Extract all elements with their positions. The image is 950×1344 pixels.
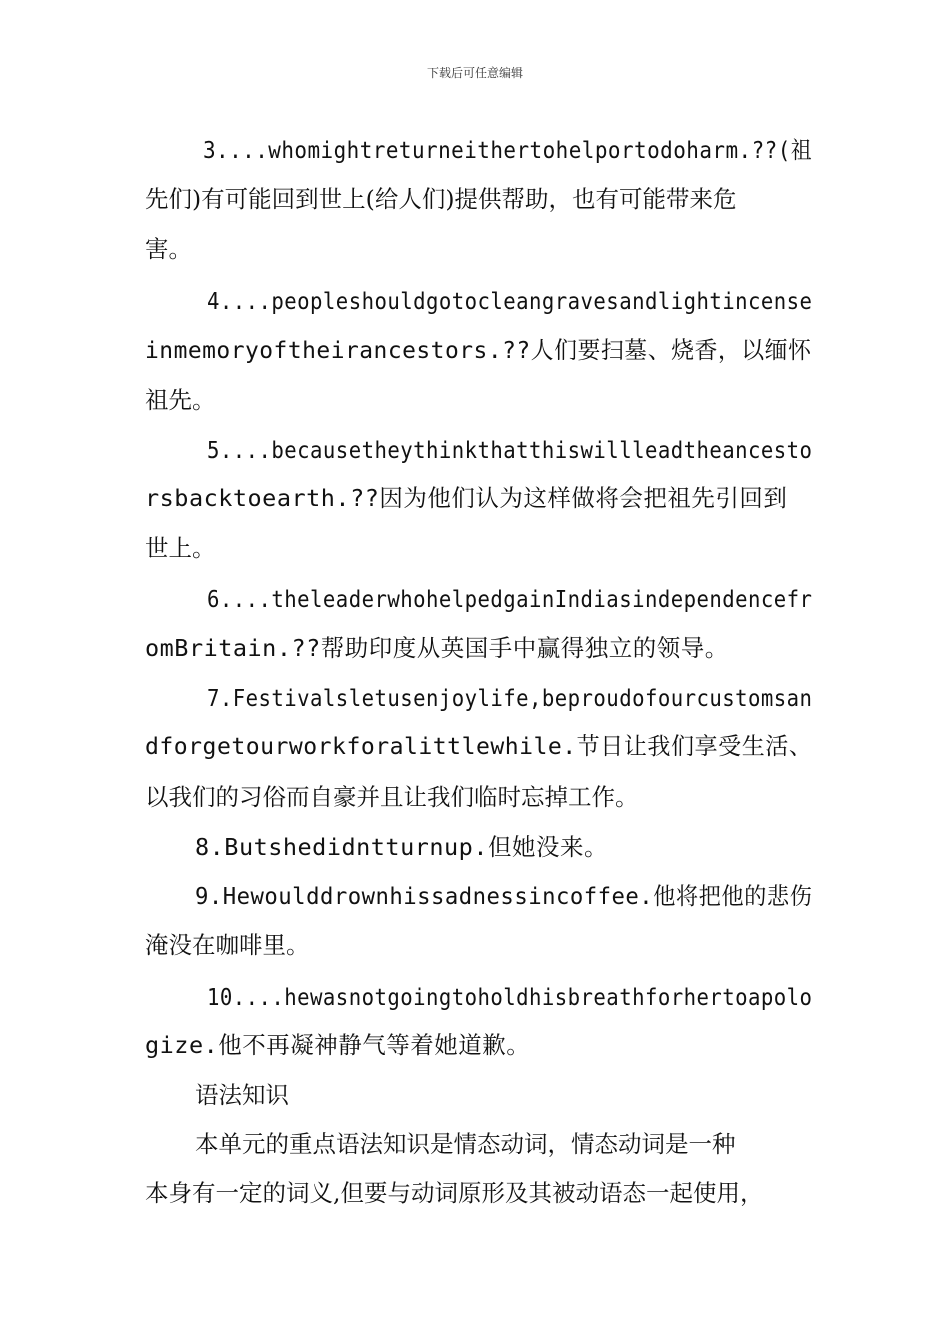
text-line-13: dforgetourworkforalittlewhile.节日让我们享受生活、 (145, 732, 813, 760)
page-header: 下载后可任意编辑 (426, 66, 523, 80)
text-line-11: omBritain.??帮助印度从英国手中赢得独立的领导。 (145, 634, 729, 662)
text-line-22: 本身有一定的词义,但要与动词原形及其被动语态一起使用， (145, 1179, 764, 1207)
text-line-18: 10....hewasnotgoingtoholdhisbreathforhertoapolo (207, 983, 813, 1011)
text-line-9: 世上。 (145, 534, 216, 562)
text-line-10: 6....theleaderwhohelpedgainIndiasindependencefr (207, 585, 813, 613)
text-line-21: 本单元的重点语法知识是情态动词，情态动词是一种 (195, 1130, 736, 1158)
text-line-17: 淹没在咖啡里。 (145, 931, 310, 959)
text-line-1: 3....whomightreturneithertohelportodoharm.??(祖 (203, 136, 813, 164)
text-line-2: 先们)有可能回到世上(给人们)提供帮助，也有可能带来危 (145, 185, 737, 213)
text-line-7: 5....becausetheythinkthatthiswillleadtheancesto (207, 436, 813, 464)
text-line-6: 祖先。 (145, 386, 216, 414)
section-heading: 语法知识 (195, 1081, 289, 1109)
text-line-3: 害。 (145, 235, 192, 263)
text-line-19: gize.他不再凝神静气等着她道歉。 (145, 1031, 531, 1059)
text-line-14: 以我们的习俗而自豪并且让我们临时忘掉工作。 (145, 783, 639, 811)
text-line-15: 8.Butshedidntturnup.但她没来。 (195, 833, 608, 861)
text-line-8: rsbacktoearth.??因为他们认为这样做将会把祖先引回到 (145, 484, 788, 512)
text-line-16: 9.Hewoulddrownhissadnessincoffee.他将把他的悲伤 (195, 882, 813, 910)
text-line-4: 4....peopleshouldgotocleangravesandlightincense (207, 287, 813, 315)
text-line-5: inmemoryoftheirancestors.??人们要扫墓、烧香，以缅怀 (145, 336, 812, 364)
text-line-12: 7.Festivalsletusenjoylife,beproudofourcustomsan (207, 684, 813, 712)
